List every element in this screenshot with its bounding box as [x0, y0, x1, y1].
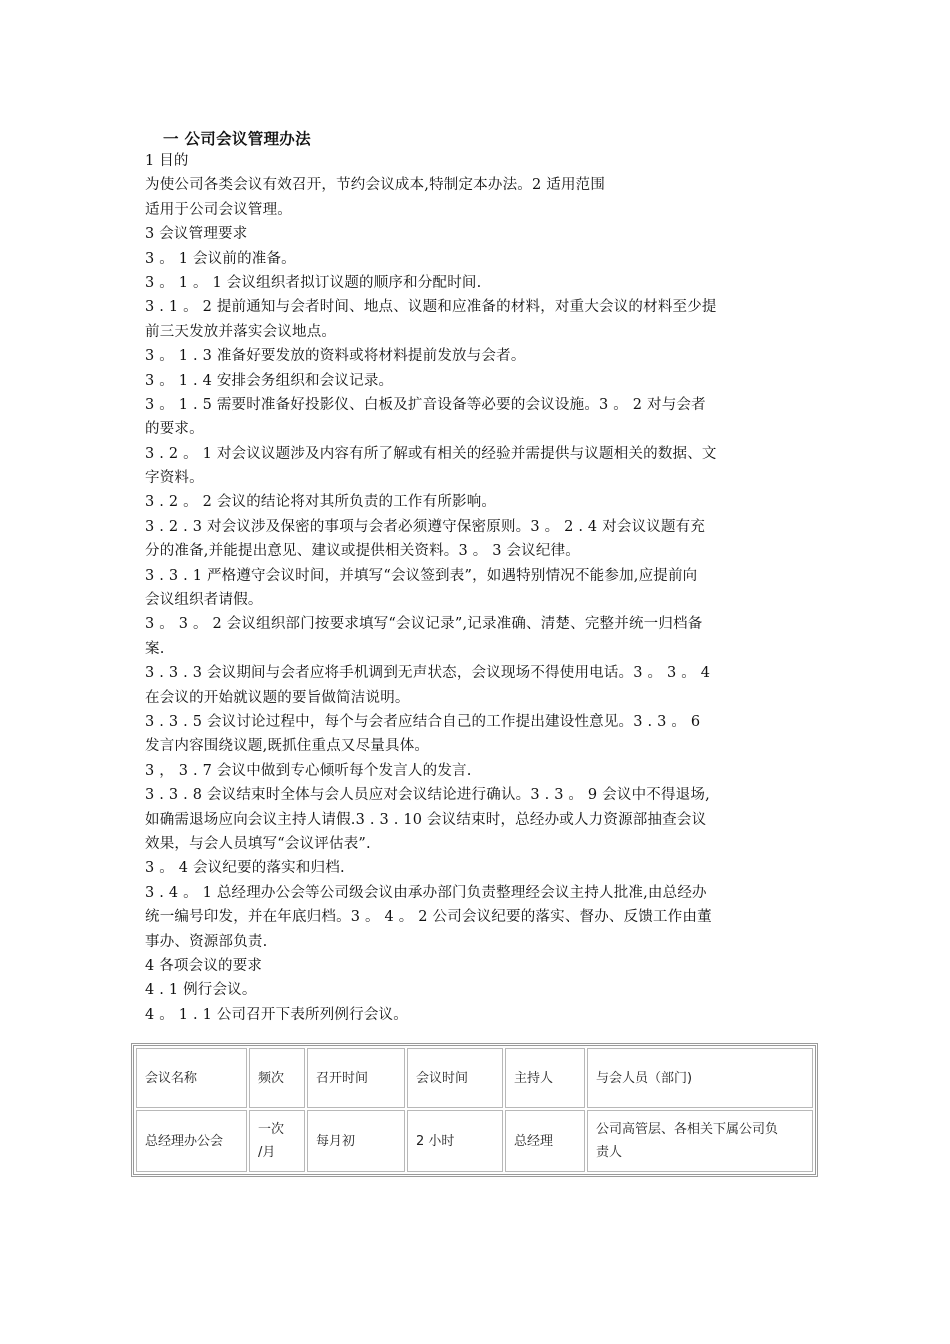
text-line: 案. [145, 640, 165, 657]
text-line: 4 . 1 例行会议。 [145, 982, 257, 999]
cell-frequency-line: 一次 [258, 1122, 285, 1137]
header-cell: 主持人 [505, 1048, 585, 1108]
text-line: 的要求。 [145, 421, 204, 438]
cell-frequency [249, 1110, 305, 1172]
cell-host: 总经理 [505, 1110, 585, 1172]
text-line: 3 . 3 . 3 会议期间与会者应将手机调到无声状态，会议现场不得使用电话。3 。 3 。 4 [145, 665, 711, 682]
text-line: 3 。 1 . 5 需要时准备好投影仪、白板及扩音设备等必要的会议设施。3 。 2 对与会者 [145, 396, 706, 413]
text-line: 3 . 2 。 1 对会议议题涉及内容有所了解或有相关的经验并需提供与议题相关的数据、文 [145, 445, 717, 462]
meeting-table [131, 1043, 818, 1177]
text-line: 4 。 1 . 1 公司召开下表所列例行会议。 [145, 1006, 408, 1023]
header-cell: 频次 [249, 1048, 305, 1108]
text-line: 4 各项会议的要求 [145, 957, 263, 974]
body-text [145, 149, 825, 1027]
text-line: 前三天发放并落实会议地点。 [145, 323, 337, 340]
text-line: 3 会议管理要求 [145, 226, 248, 243]
header-cell: 会议名称 [136, 1048, 247, 1108]
text-line: 3 . 3 . 8 会议结束时全体与会人员应对会议结论进行确认。3 . 3 。 9 会议中不得退场, [145, 787, 710, 804]
text-line: 3 。 3 。 2 会议组织部门按要求填写“会议记录”,记录准确、清楚、完整并统一归档备 [145, 616, 703, 633]
cell-attendees-line: 公司高管层、各相关下属公司负 [596, 1122, 779, 1137]
text-line: 3 。 1 . 4 安排会务组织和会议记录。 [145, 372, 394, 389]
document-title: 一 公司会议管理办法 [163, 130, 311, 148]
text-line: 3 . 1 。 2 提前通知与会者时间、地点、议题和应准备的材料，对重大会议的材料至少提 [145, 299, 717, 316]
header-cell: 与会人员（部门) [587, 1048, 813, 1108]
text-line: 会议组织者请假。 [145, 592, 263, 609]
text-line: 3 . 2 . 3 对会议涉及保密的事项与会者必须遵守保密原则。3 。 2 . 4 对会议议题有充 [145, 518, 706, 535]
text-line: 3 。 1 。 1 会议组织者拟订议题的顺序和分配时间. [145, 274, 482, 291]
text-line: 在会议的开始就议题的要旨做简洁说明。 [145, 689, 410, 706]
text-line: 3 . 4 。 1 总经理办公会等公司级会议由承办部门负责整理经会议主持人批准,由总经办 [145, 884, 707, 901]
text-line: 适用于公司会议管理。 [145, 201, 292, 218]
cell-name: 总经理办公会 [136, 1110, 247, 1172]
text-line: 分的准备,并能提出意见、建议或提供相关资料。3 。 3 会议纪律。 [145, 543, 580, 560]
cell-frequency-line: /月 [258, 1145, 276, 1160]
table-header-row [136, 1048, 813, 1108]
text-line: 3 . 3 . 1 严格遵守会议时间，并填写“会议签到表”，如遇特别情况不能参加,应提前向 [145, 567, 698, 584]
text-line: 3 。 4 会议纪要的落实和归档. [145, 860, 345, 877]
text-line: 事办、资源部负责. [145, 933, 268, 950]
table-row [136, 1110, 813, 1172]
cell-start: 每月初 [307, 1110, 405, 1172]
text-line: 1 目的 [145, 153, 189, 169]
text-line: 为使公司各类会议有效召开，节约会议成本,特制定本办法。2 适用范围 [145, 177, 606, 194]
cell-attendees-line: 责人 [596, 1145, 623, 1160]
text-line: 3 。 1 . 3 准备好要发放的资料或将材料提前发放与会者。 [145, 348, 526, 365]
text-line: 统一编号印发，并在年底归档。3 。 4 。 2 公司会议纪要的落实、督办、反馈工作由董 [145, 909, 712, 926]
header-cell: 会议时间 [407, 1048, 503, 1108]
text-line: 3 ， 3 . 7 会议中做到专心倾听每个发言人的发言. [145, 762, 472, 779]
header-cell: 召开时间 [307, 1048, 405, 1108]
text-line: 3 . 2 。 2 会议的结论将对其所负责的工作有所影响。 [145, 494, 497, 511]
cell-attendees [587, 1110, 813, 1172]
text-line: 字资料。 [145, 470, 204, 487]
text-line: 如确需退场应向会议主持人请假.3 . 3 . 10 会议结束时，总经办或人力资源部抽查会议 [145, 811, 707, 828]
text-line: 3 . 3 . 5 会议讨论过程中，每个与会者应结合自己的工作提出建设性意见。3 . 3 。 6 [145, 713, 701, 730]
text-line: 发言内容围绕议题,既抓住重点又尽量具体。 [145, 738, 430, 755]
cell-duration: 2 小时 [407, 1110, 503, 1172]
text-line: 效果，与会人员填写“会议评估表”. [145, 835, 371, 852]
text-line: 3 。 1 会议前的准备。 [145, 250, 296, 267]
